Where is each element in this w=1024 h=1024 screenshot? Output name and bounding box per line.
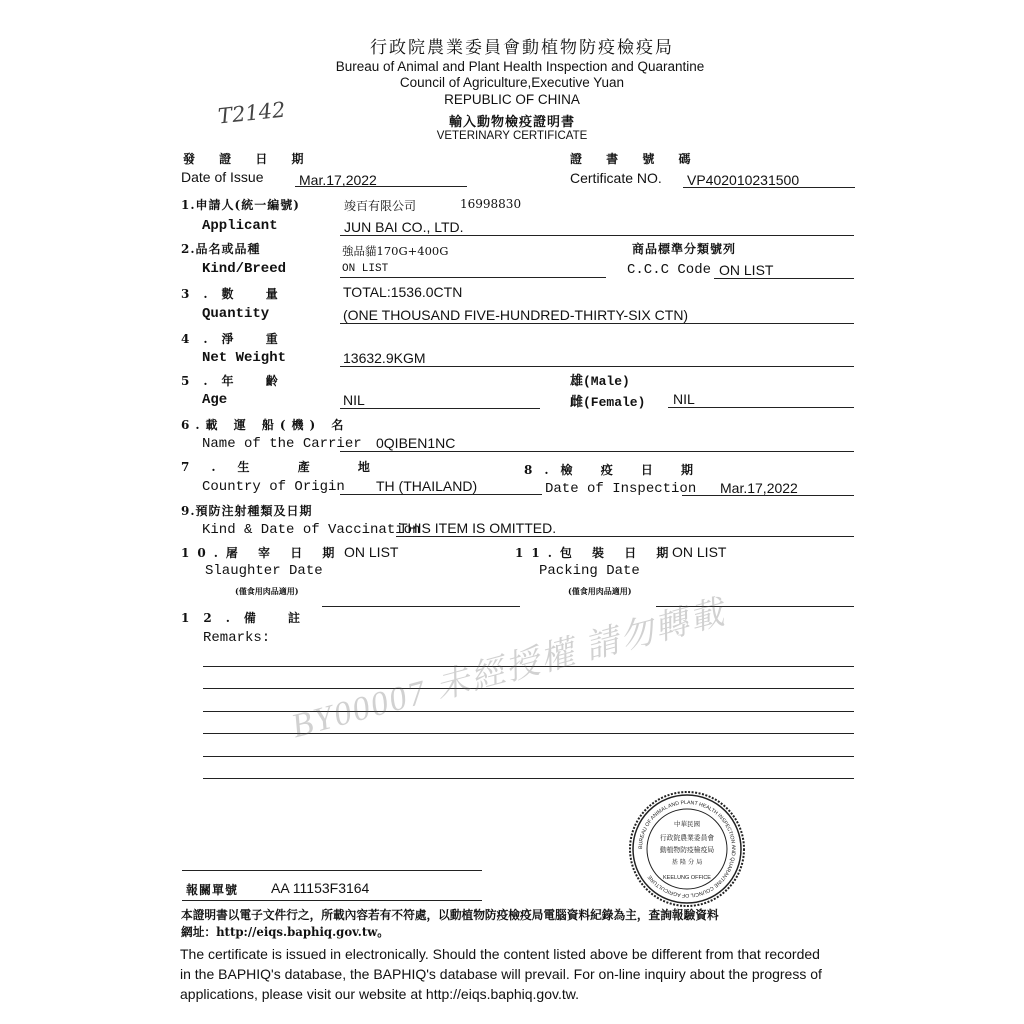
seal-line-3: 動植物防疫檢疫局 [659,846,715,854]
packing-value: ON LIST [672,544,727,560]
net-weight-label-cn: 4.淨 重 [181,332,292,346]
seal-line-4: 基 隆 分 局 [671,859,703,866]
applicant-value: JUN BAI CO., LTD. [344,219,464,235]
applicant-tax-id: 16998830 [460,197,522,211]
footer-cn-line-1: 本證明書以電子文件行之，所載內容若有不符處，以動植物防疫檢疫局電腦資料紀錄為主，查詢報驗資料 [181,908,719,922]
remarks-line-2 [203,688,854,689]
net-weight-value: 13632.9KGM [343,350,426,366]
origin-value: TH (THAILAND) [376,478,478,494]
watermark: BY00007 未經授權 請勿轉載 [287,593,730,746]
kind-underline [340,277,606,278]
packing-label: Packing Date [539,563,640,579]
quantity-underline [340,323,854,324]
ccc-label: C.C.C Code [627,262,712,278]
male-label: 雄(Male) [570,374,630,389]
applicant-label: Applicant [202,218,278,234]
customs-bottom-line [182,900,482,901]
age-value: NIL [343,392,365,408]
slaughter-value: ON LIST [344,544,399,560]
sex-value: NIL [673,391,695,407]
carrier-underline [340,451,854,452]
ccc-value: ON LIST [719,262,774,278]
seal-bottom-text: KEELUNG OFFICE [663,875,711,881]
slaughter-label: Slaughter Date [205,563,323,579]
customs-label: 報關單號 [186,883,239,897]
slaughter-label-cn: 10.屠 宰 日 期 [181,546,343,560]
quantity-label: Quantity [202,306,270,322]
vaccination-label-cn: 9.預防注射種類及日期 [181,504,313,518]
country-name: REPUBLIC OF CHINA [444,92,580,107]
age-underline [340,408,540,409]
certificate-no-value: VP402010231500 [687,172,800,188]
agency-name-chinese: 行政院農業委員會動植物防疫檢疫局 [370,38,674,58]
issue-date-value: Mar.17,2022 [299,172,377,188]
seal-line-2: 行政院農業委員會 [659,834,715,842]
kind-value: ON LIST [342,263,389,275]
vaccination-underline [396,536,854,537]
ccc-label-cn: 商品標準分類號列 [632,242,737,256]
sex-underline [668,407,854,408]
remarks-label: Remarks: [203,630,271,646]
carrier-label-cn: 6.載 運 船(機) 名 [181,418,350,432]
official-seal [628,790,746,908]
remarks-label-cn: 12.備 註 [181,611,315,625]
kind-label: Kind/Breed [202,261,287,277]
seal-line-1: 中華民國 [674,820,700,828]
vaccination-value: THIS ITEM IS OMITTED. [399,520,557,536]
remarks-line-6 [203,778,854,779]
certificate-no-label-cn: 證 書 號 碼 [570,152,701,166]
quantity-total: TOTAL:1536.0CTN [343,284,463,300]
kind-value-cn: 強品貓170G+400G [342,244,449,258]
issue-date-label: Date of Issue [181,169,264,185]
certificate-title-english: VETERINARY CERTIFICATE [436,130,588,142]
slaughter-underline [322,606,520,607]
inspection-label: Date of Inspection [545,481,697,497]
packing-note: (僅食用肉品適用) [568,586,632,596]
quantity-label-cn: 3.數 量 [181,287,292,301]
net-weight-label: Net Weight [202,350,287,366]
applicant-name-cn: 竣百有限公司 [344,199,417,213]
net-weight-underline [340,366,854,367]
applicant-label-cn: 1.申請人(統一編號) [181,198,300,212]
origin-underline [340,494,542,495]
certificate-title-chinese: 輸入動物檢疫證明書 [448,115,575,130]
applicant-underline [340,235,854,236]
carrier-value: 0QIBEN1NC [376,435,456,451]
issue-date-label-cn: 發 證 日 期 [183,152,314,166]
council-name: Council of Agriculture,Executive Yuan [399,75,625,90]
ccc-underline [714,278,854,279]
origin-label: Country of Origin [202,479,345,495]
age-label: Age [202,392,228,408]
certificate-no-label: Certificate NO. [570,170,662,186]
inspection-label-cn: 8.檢 疫 日 期 [524,463,706,477]
footer-cn-line-2: 網址：http://eiqs.baphiq.gov.tw。 [181,925,389,939]
footer-en-line-2: in the BAPHIQ's database, the BAPHIQ's database will prevail. For on-line inquiry about the progress of [180,966,822,982]
footer-en-line-3: applications, please visit our website at http://eiqs.baphiq.gov.tw. [180,986,579,1002]
seal-ring-text: BUREAU OF ANIMAL AND PLANT HEALTH INSPECTION AND QUARANTINE COUNCIL OF AGRICULTURE [637,799,737,899]
carrier-label: Name of the Carrier [202,436,362,452]
handwritten-note: T2142 [216,97,287,129]
age-label-cn: 5.年 齡 [181,374,292,388]
slaughter-note: (僅食用肉品適用) [235,586,299,596]
origin-label-cn: 7.生 產 地 [181,460,392,474]
issue-date-underline [295,186,467,187]
remarks-line-5 [203,756,854,757]
kind-label-cn: 2.品名或品種 [181,242,261,256]
female-label: 雌(Female) [570,395,646,410]
inspection-underline [682,495,854,496]
footer-en-line-1: The certificate is issued in electronically. Should the content listed above be different from that recorded [180,946,820,962]
certificate-no-underline [683,187,855,188]
vaccination-label: Kind & Date of Vaccination [202,522,421,538]
customs-top-line [182,870,482,871]
inspection-value: Mar.17,2022 [720,480,798,496]
quantity-words: (ONE THOUSAND FIVE-HUNDRED-THIRTY-SIX CTN) [343,307,689,323]
customs-value: AA 11153F3164 [271,880,370,896]
agency-name-english: Bureau of Animal and Plant Health Inspection and Quarantine [335,59,705,74]
packing-label-cn: 11.包 裝 日 期 [515,546,677,560]
